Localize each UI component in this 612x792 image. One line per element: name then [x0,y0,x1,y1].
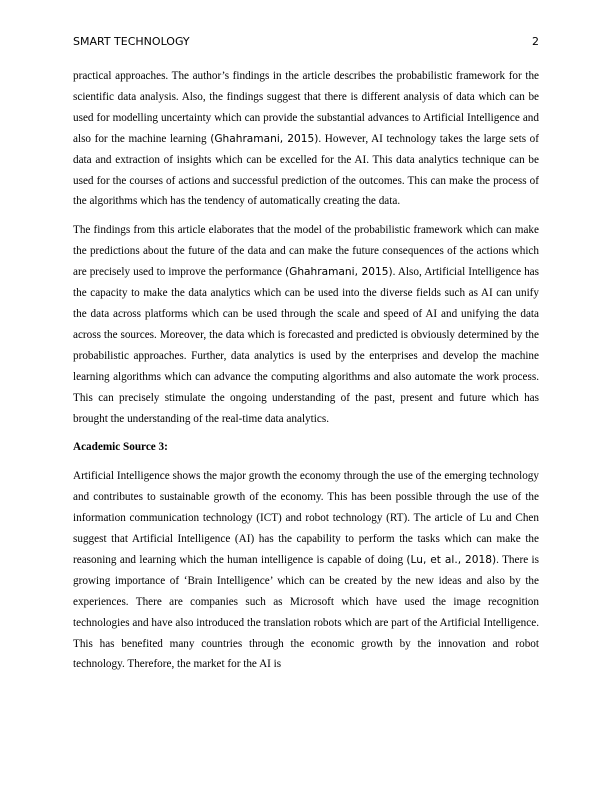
citation-ghahramani-1: (Ghahramani, 2015) [210,132,319,145]
paragraph-2 [73,220,539,429]
paragraph-3-text-a: Artificial Intelligence shows the major growth the economy through the use of the emerging technology and contributes to sustainable growth of the economy. This has been possible through the use of the information communication technology (ICT) and robot technology (RT). The article of Lu and Chen suggest that Artificial Intelligence (AI) has the capability to perform the tasks which can make the reasoning and learning which the human intelligence is capable of doing [73,470,539,566]
paragraph-1-text-b: . However, AI technology takes the large sets of data and extraction of insights which can be excelled for the AI. This data analytics technique can be used for the courses of actions and successful prediction of the outcomes. This can make the process of the algorithms which has the tendency of automatically creating the data. [73,132,539,208]
citation-lu: (Lu, et al., 2018) [406,553,497,566]
page-header [73,35,539,51]
paragraph-1 [73,66,539,212]
paragraph-3 [73,466,539,675]
running-head: SMART TECHNOLOGY [73,35,190,48]
paragraph-2-text-a: The findings from this article elaborates that the model of the probabilistic framework which can make the predictions about the future of the data and can make the future consequences of the actions which are precisely used to improve the performance [73,224,539,279]
paragraph-3-text-b: . There is growing importance of ‘Brain Intelligence’ which can be created by the new ideas and also by the experiences. There are companies such as Microsoft which have used the image recognition technologies and have also introduced the translation robots which are part of the Artificial Intelligence. This has benefited many countries through the economic growth by the innovation and robot technology. Therefore, the market for the AI is [73,553,539,671]
paragraph-1-text-a: practical approaches. The author’s findings in the article describes the probabilistic framework for the scientific data analysis. Also, the findings suggest that there is different analysis of data which can be used for modelling uncertainty which can provide the substantial advances to Artificial Intelligence and also for the machine learning [73,70,539,145]
body-text [73,66,539,683]
section-heading: Academic Source 3: [73,441,168,454]
citation-ghahramani-2: (Ghahramani, 2015) [284,266,393,279]
page-number: 2 [532,35,539,48]
paragraph-2-text-b: . Also, Artificial Intelligence has the capacity to make the data analytics which can be used into the diverse fields such as AI can unify the data across platforms which can be used through the scale and speed of AI and unifying the data across the sources. Moreover, the data which is forecasted and predicted is obviously determined by the probabilistic approaches. Further, data analytics is used by the enterprises and develop the machine learning algorithms which can advance the computing algorithms and also automate the work process. This can precisely stimulate the ongoing understanding of the past, present and future which has brought the understanding of the real-time data analytics. [73,266,539,425]
